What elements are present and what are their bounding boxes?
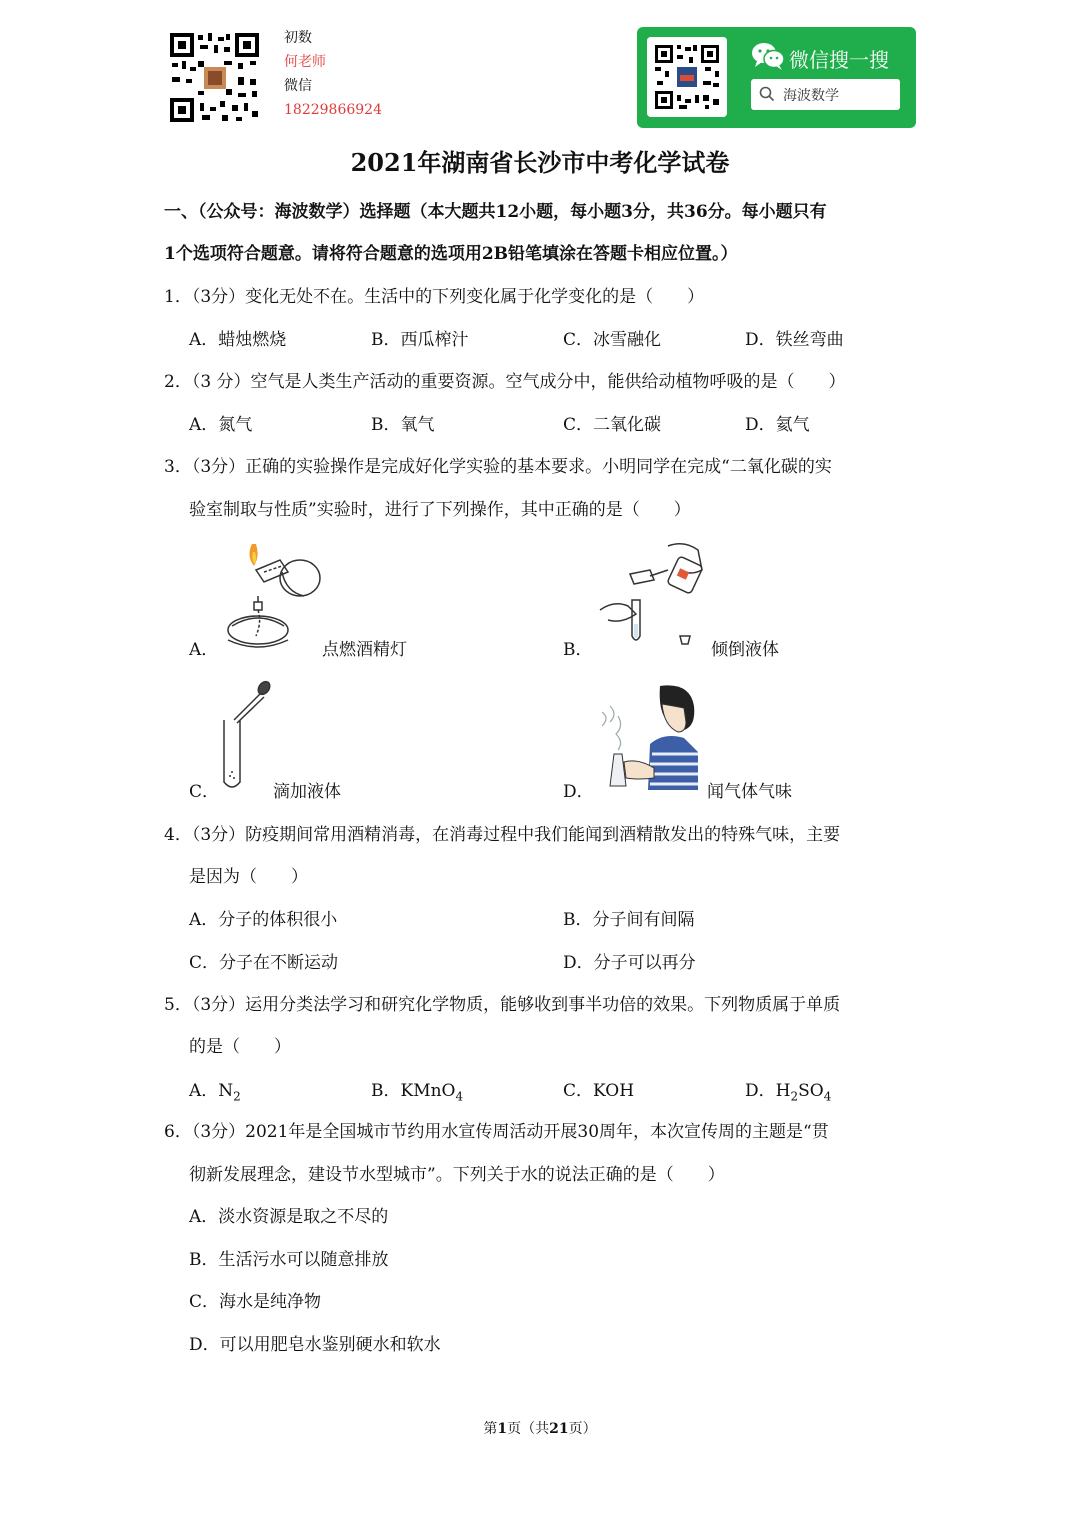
contact-line-wechat: 微信	[284, 78, 312, 94]
question-2-option-a[interactable]: A．氮气	[189, 415, 253, 435]
question-2-option-b[interactable]: B．氧气	[371, 415, 435, 435]
question-3-option-a[interactable]: A．	[189, 640, 219, 660]
wechat-search-box[interactable]	[751, 79, 900, 110]
footer-page-number: 1	[497, 1421, 508, 1437]
question-6-option-b[interactable]: B．生活污水可以随意排放	[189, 1250, 389, 1270]
question-5-stem-line-2: 的是（ ）	[189, 1037, 291, 1057]
alcohol-lamp-icon	[222, 536, 326, 651]
question-3-stem-line-1: 3．（3分）正确的实验操作是完成好化学实验的基本要求。小明同学在完成“二氧化碳的实	[164, 457, 832, 477]
question-6-option-c[interactable]: C．海水是纯净物	[189, 1292, 322, 1312]
section-header-line-2: 1个选项符合题意。请将符合题意的选项用2B铅笔填涂在答题卡相应位置。）	[164, 244, 738, 264]
question-1-option-c[interactable]: C．冰雪融化	[563, 330, 662, 350]
question-3-option-d-caption: 闻气体气味	[707, 782, 792, 802]
question-5-option-a[interactable]	[189, 1076, 241, 1103]
dropper-icon	[220, 680, 272, 792]
search-icon	[759, 86, 775, 102]
footer-middle: 页（共	[507, 1421, 550, 1437]
question-6-stem-line-2: 彻新发展理念，建设节水型城市”。下列关于水的说法正确的是（ ）	[189, 1165, 725, 1185]
contact-line-subject: 初数	[284, 30, 312, 46]
question-1-option-a[interactable]: A．蜡烛燃烧	[189, 330, 287, 350]
page-title: 2021年湖南省长沙市中考化学试卷	[350, 148, 730, 177]
contact-teacher-name: 何老师	[284, 54, 326, 70]
question-4-stem-line-1: 4．（3分）防疫期间常用酒精消毒，在消毒过程中我们能闻到酒精散发出的特殊气味，主要	[164, 825, 841, 845]
footer-total-pages: 21	[549, 1421, 569, 1437]
wechat-search-query: 海波数学	[783, 88, 839, 104]
footer-prefix: 第	[483, 1421, 498, 1437]
question-3-option-a-caption: 点燃酒精灯	[322, 640, 407, 660]
question-4-option-c[interactable]: C．分子在不断运动	[189, 953, 339, 973]
question-4-option-d[interactable]: D．分子可以再分	[563, 953, 696, 973]
question-5-option-a-text: A．N	[189, 1081, 234, 1101]
question-3-option-c-caption: 滴加液体	[273, 782, 341, 802]
question-5-option-c[interactable]: C．KOH	[563, 1081, 635, 1101]
question-2-stem: 2．（3 分）空气是人类生产活动的重要资源。空气成分中，能供给动植物呼吸的是（ ）	[164, 372, 846, 392]
subscript: 2	[233, 1089, 241, 1104]
question-5-option-b[interactable]	[371, 1076, 463, 1103]
question-3-option-d[interactable]: D．	[563, 782, 594, 802]
section-header-line-1: 一、（公众号：海波数学）选择题（本大题共12小题，每小题3分，共36分。每小题只有	[164, 202, 827, 222]
subscript: 4	[823, 1089, 832, 1104]
wechat-search-label: 微信搜一搜	[789, 48, 889, 72]
question-4-stem-line-2: 是因为（ ）	[189, 867, 308, 887]
contact-info	[284, 26, 382, 122]
question-5-option-d-formula: SO	[798, 1081, 824, 1101]
footer-suffix: 页）	[568, 1421, 597, 1437]
qr-code-icon	[168, 31, 261, 124]
question-1-stem: 1．（3分）变化无处不在。生活中的下列变化属于化学变化的是（ ）	[164, 287, 705, 307]
wechat-logo-icon	[751, 41, 785, 71]
page-footer	[0, 1418, 1080, 1438]
question-5-option-d-text: D．H	[745, 1081, 791, 1101]
question-5-option-d[interactable]	[745, 1076, 831, 1103]
question-4-option-a[interactable]: A．分子的体积很小	[189, 910, 338, 930]
question-1-option-b[interactable]: B．西瓜榨汁	[371, 330, 469, 350]
question-1-option-d[interactable]: D．铁丝弯曲	[745, 330, 844, 350]
question-5-stem-line-1: 5．（3分）运用分类法学习和研究化学物质，能够收到事半功倍的效果。下列物质属于单质	[164, 995, 841, 1015]
wechat-search-card[interactable]	[637, 27, 916, 128]
question-3-stem-line-2: 验室制取与性质”实验时，进行了下列操作，其中正确的是（ ）	[189, 500, 691, 520]
pouring-liquid-icon	[598, 540, 710, 650]
subscript: 2	[790, 1089, 799, 1104]
question-6-option-a[interactable]: A．淡水资源是取之不尽的	[189, 1207, 389, 1227]
question-6-stem-line-1: 6．（3分）2021年是全国城市节约用水宣传周活动开展30周年，本次宣传周的主题是“贯	[164, 1122, 829, 1142]
question-5-option-b-text: B．KMnO	[371, 1081, 456, 1101]
question-3-option-b-caption: 倾倒液体	[711, 640, 779, 660]
question-2-option-d[interactable]: D．氦气	[745, 415, 810, 435]
question-6-option-d[interactable]: D．可以用肥皂水鉴别硬水和软水	[189, 1335, 441, 1355]
contact-phone: 18229866924	[284, 102, 382, 118]
subscript: 4	[455, 1089, 464, 1104]
question-2-option-c[interactable]: C．二氧化碳	[563, 415, 662, 435]
question-3-option-b[interactable]: B．	[563, 640, 593, 660]
question-3-option-c[interactable]: C．	[189, 782, 220, 802]
smelling-gas-icon	[598, 682, 702, 794]
question-4-option-b[interactable]: B．分子间有间隔	[563, 910, 695, 930]
qr-code-icon	[647, 37, 727, 117]
